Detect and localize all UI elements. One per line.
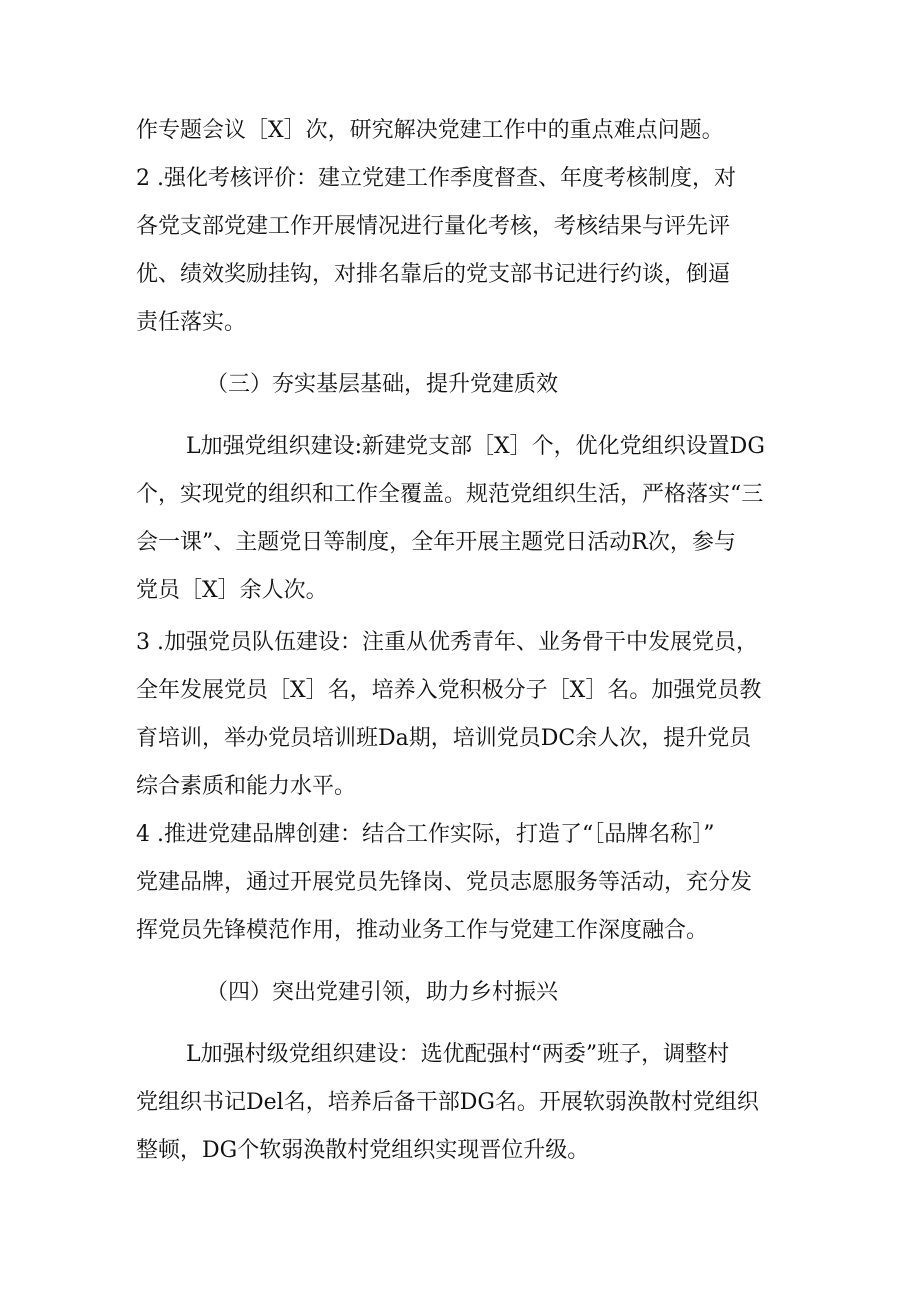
paragraph-line: 作专题会议［X］次，研究解决党建工作中的重点难点问题。	[136, 118, 724, 143]
list-item-line: 2 .强化考核评价：建立党建工作季度督查、年度考核制度，对	[136, 166, 736, 191]
paragraph-line: 整顿，DG个软弱涣散村党组织实现晋位升级。	[136, 1138, 590, 1163]
paragraph-line: 挥党员先锋模范作用，推动业务工作与党建工作深度融合。	[136, 918, 709, 943]
paragraph-line: 综合素质和能力水平。	[136, 774, 357, 799]
list-item-line: 3 .加强党员队伍建设：注重从优秀青年、业务骨干中发展党员，	[136, 630, 758, 655]
list-item-line: L加强党组织建设:新建党支部［X］个，优化党组织设置DG	[186, 434, 765, 459]
paragraph-line: 会一课”、主题党日等制度，全年开展主题党日活动R次，参与	[136, 530, 736, 555]
list-item-line: L加强村级党组织建设：选优配强村“两委”班子，调整村	[186, 1042, 730, 1067]
list-item-line: 4 .推进党建品牌创建：结合工作实际，打造了“［品牌名称］”	[136, 822, 715, 847]
paragraph-line: 优、绩效奖励挂钩，对排名靠后的党支部书记进行约谈，倒逼	[136, 262, 731, 287]
paragraph-line: 党组织书记Del名，培养后备干部DG名。开展软弱涣散村党组织	[136, 1090, 759, 1115]
paragraph-line: 党建品牌，通过开展党员先锋岗、党员志愿服务等活动，充分发	[136, 870, 753, 895]
paragraph-line: 党员［X］余人次。	[136, 578, 328, 603]
paragraph-line: 责任落实。	[136, 310, 247, 335]
section-heading: （三）夯实基层基础，提升党建质效	[206, 372, 559, 397]
paragraph-line: 个，实现党的组织和工作全覆盖。规范党组织生活，严格落实“三	[136, 482, 764, 507]
paragraph-line: 各党支部党建工作开展情况进行量化考核，考核结果与评先评	[136, 214, 731, 239]
section-heading: （四）突出党建引领，助力乡村振兴	[206, 980, 559, 1005]
paragraph-line: 育培训，举办党员培训班Da期，培训党员DC余人次，提升党员	[136, 726, 752, 751]
paragraph-line: 全年发展党员［X］名，培养入党积极分子［X］名。加强党员教	[136, 678, 762, 703]
